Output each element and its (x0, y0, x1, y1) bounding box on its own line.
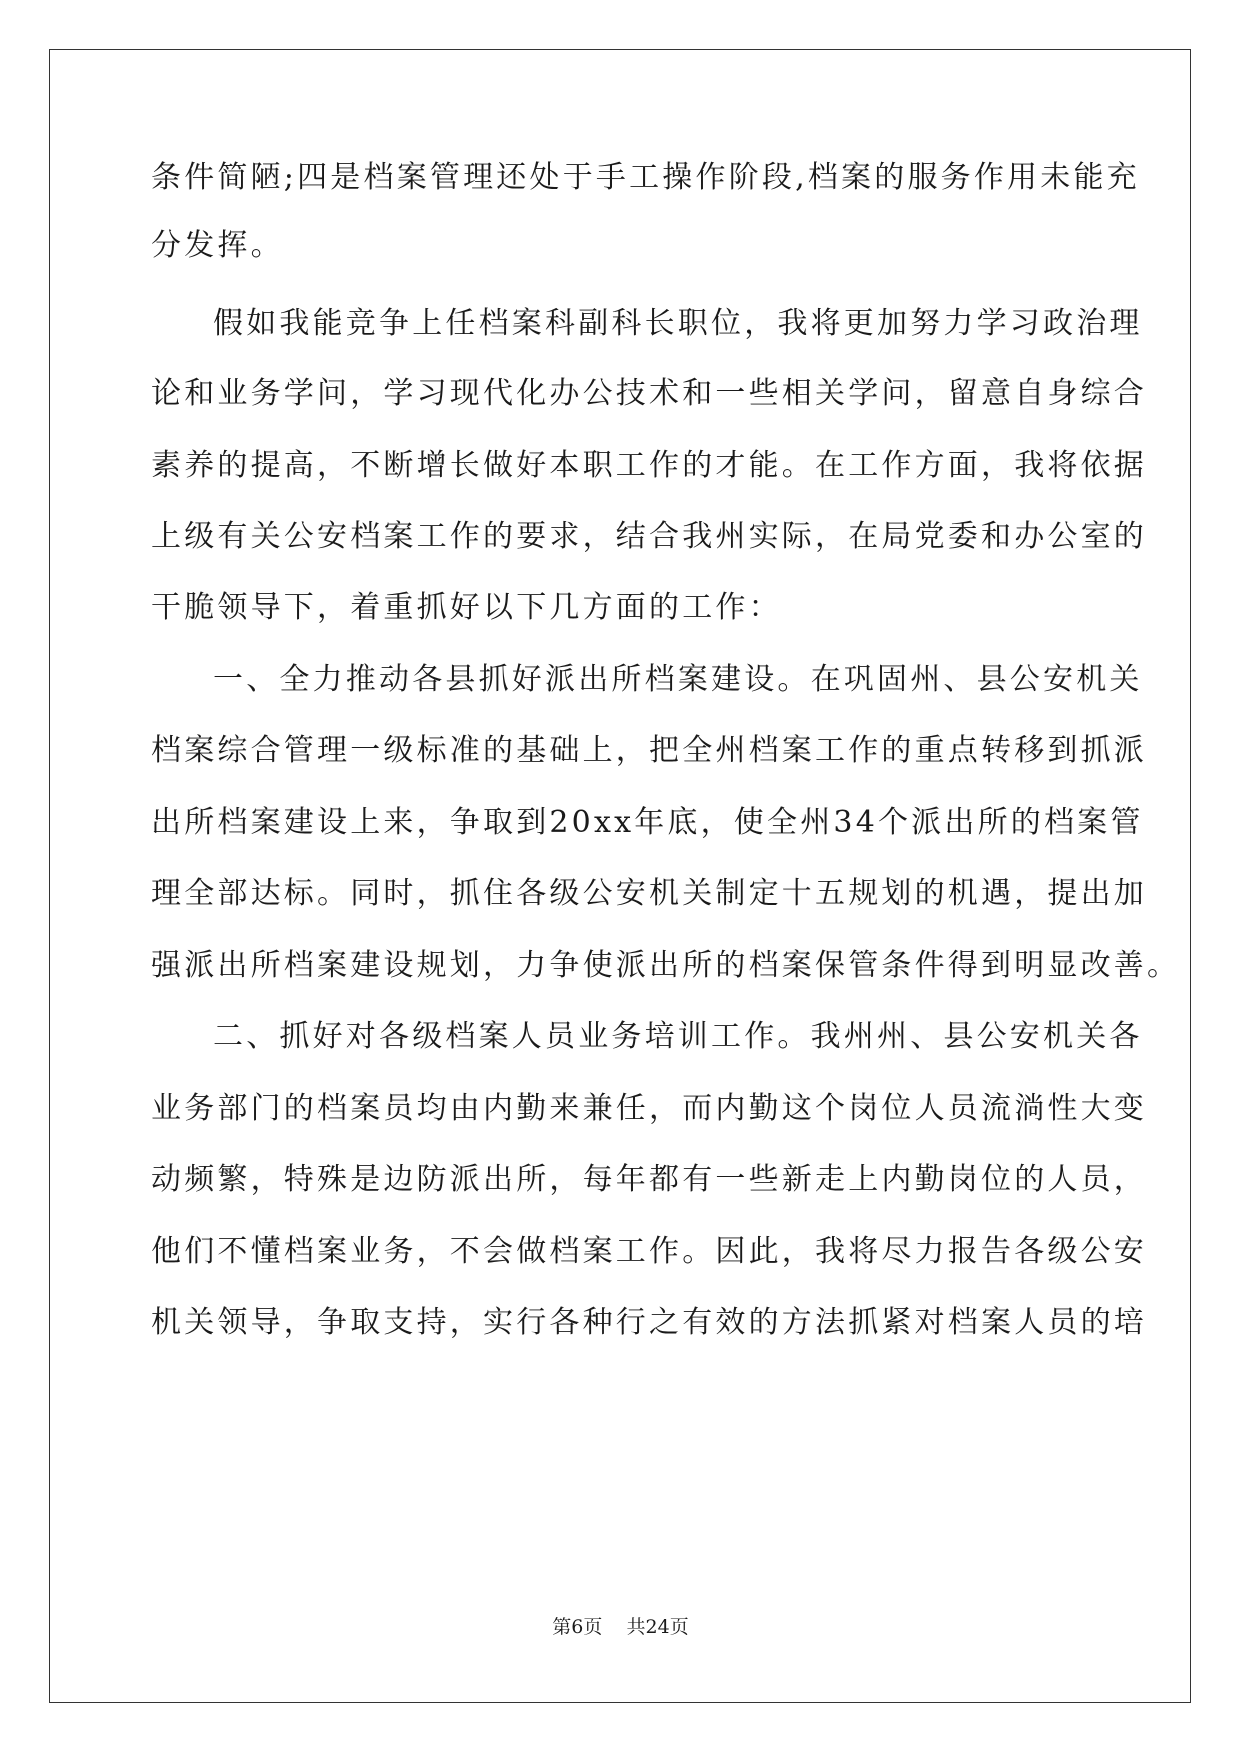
text-line: 出所档案建设上来，争取到20xx年底，使全州34个派出所的档案管 (151, 805, 1144, 840)
page-footer (0, 1615, 1241, 1639)
text-line: 动频繁，特殊是边防派出所，每年都有一些新走上内勤岗位的人员， (151, 1162, 1147, 1197)
total-pages: 共24页 (626, 1616, 689, 1638)
text-line: 素养的提高，不断增长做好本职工作的才能。在工作方面，我将依据 (151, 448, 1147, 483)
text-line: 理全部达标。同时，抓住各级公安机关制定十五规划的机遇，提出加 (151, 876, 1147, 911)
paragraph-first-line: 假如我能竞争上任档案科副科长职位，我将更加努力学习政治理 (213, 306, 1143, 341)
page-number: 第6页 (552, 1616, 603, 1638)
text-line: 论和业务学问，学习现代化办公技术和一些相关学问，留意自身综合 (151, 376, 1147, 411)
text-line: 业务部门的档案员均由内勤来兼任，而内勤这个岗位人员流淌性大变 (151, 1091, 1147, 1126)
text-line: 干脆领导下，着重抓好以下几方面的工作： (151, 590, 782, 625)
text-line: 档案综合管理一级标准的基础上，把全州档案工作的重点转移到抓派 (151, 733, 1147, 768)
text-line: 他们不懂档案业务，不会做档案工作。因此，我将尽力报告各级公安 (151, 1234, 1147, 1269)
paragraph-first-line: 二、抓好对各级档案人员业务培训工作。我州州、县公安机关各 (213, 1019, 1143, 1054)
paragraph-first-line: 一、全力推动各县抓好派出所档案建设。在巩固州、县公安机关 (213, 662, 1143, 697)
text-line: 机关领导，争取支持，实行各种行之有效的方法抓紧对档案人员的培 (151, 1305, 1147, 1340)
text-line: 上级有关公安档案工作的要求，结合我州实际，在局党委和办公室的 (151, 519, 1147, 554)
text-line: 条件简陋;四是档案管理还处于手工操作阶段,档案的服务作用未能充 (151, 160, 1140, 195)
text-line: 强派出所档案建设规划，力争使派出所的档案保管条件得到明显改善。 (151, 948, 1181, 983)
text-line: 分发挥。 (151, 228, 284, 263)
